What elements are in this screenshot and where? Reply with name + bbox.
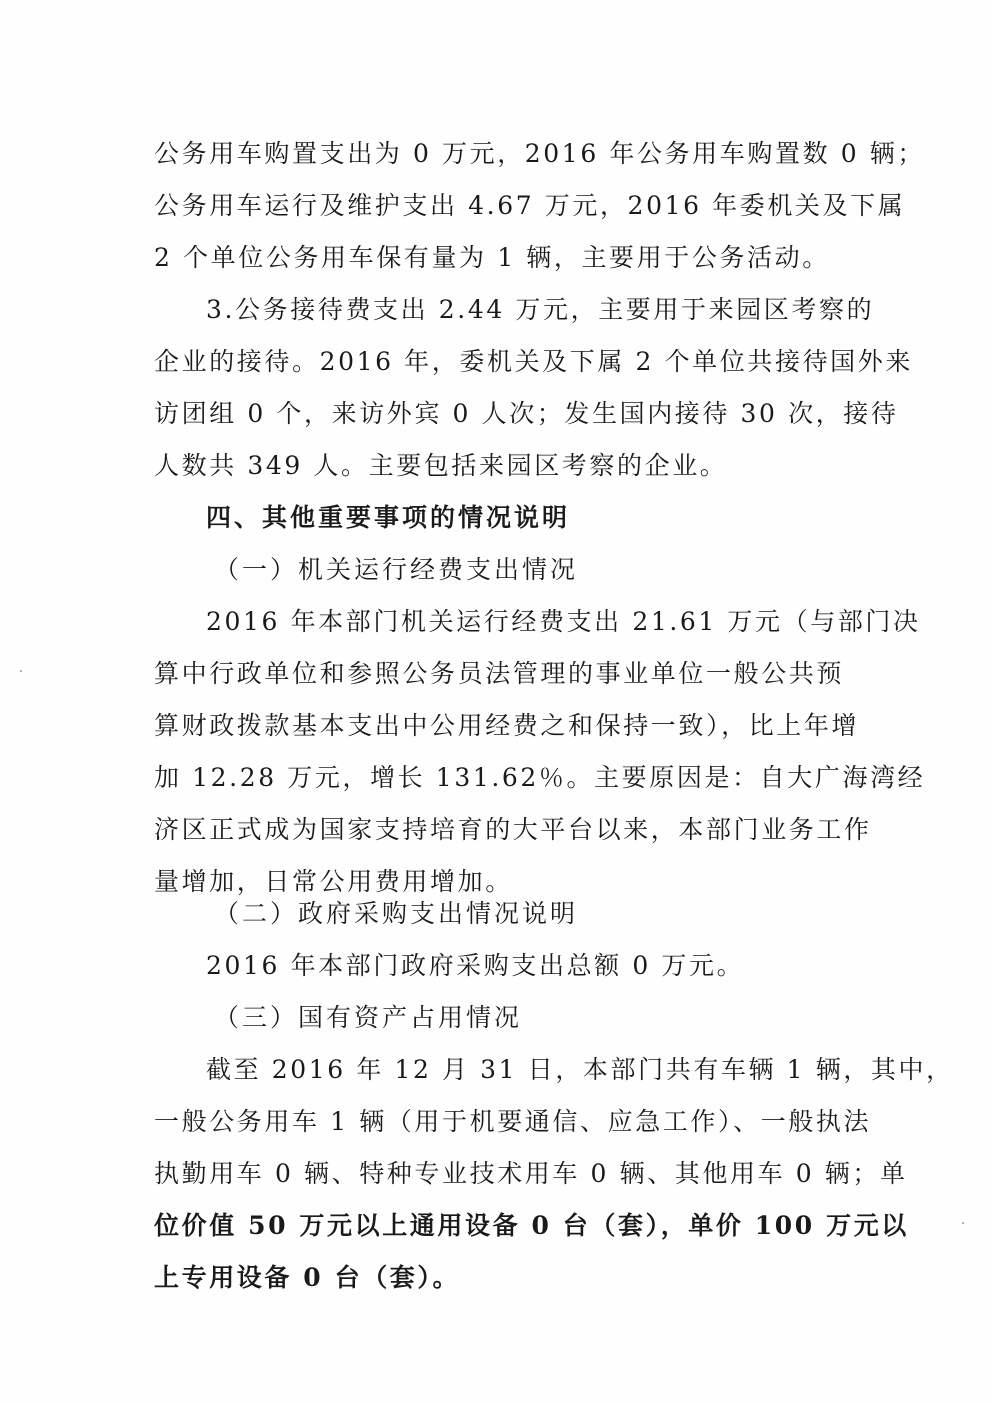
paragraph-line: 算中行政单位和参照公务员法管理的事业单位一般公共预	[154, 659, 845, 688]
paragraph-line: 访团组 0 个，来访外宾 0 人次；发生国内接待 30 次，接待	[154, 399, 899, 428]
subsection-heading: （二）政府采购支出情况说明	[214, 899, 579, 928]
paragraph-line: 企业的接待。2016 年，委机关及下属 2 个单位共接待国外来	[154, 347, 913, 376]
paragraph-line: 执勤用车 0 辆、特种专业技术用车 0 辆、其他用车 0 辆；单	[154, 1159, 908, 1188]
paragraph-line: 截至 2016 年 12 月 31 日，本部门共有车辆 1 辆，其中，	[206, 1055, 954, 1084]
paragraph-line: 算财政拨款基本支出中公用经费之和保持一致），比上年增	[154, 711, 860, 740]
scan-speck	[20, 670, 22, 672]
paragraph-line: 加 12.28 万元，增长 131.62％。主要原因是：自大广海湾经	[154, 763, 926, 792]
paragraph-line: 量增加，日常公用费用增加。	[154, 867, 513, 896]
scan-speck	[962, 1222, 964, 1224]
section-heading: 四、其他重要事项的情况说明	[206, 503, 571, 532]
paragraph-line: 济区正式成为国家支持培育的大平台以来，本部门业务工作	[154, 815, 872, 844]
paragraph-line: 2 个单位公务用车保有量为 1 辆，主要用于公务活动。	[154, 243, 830, 272]
paragraph-line: 位价值 50 万元以上通用设备 0 台（套），单价 100 万元以	[154, 1211, 909, 1240]
paragraph-line: 2016 年本部门机关运行经费支出 21.61 万元（与部门决	[206, 607, 921, 636]
paragraph-line: 公务用车运行及维护支出 4.67 万元，2016 年委机关及下属	[154, 191, 906, 220]
subsection-heading: （三）国有资产占用情况	[214, 1003, 523, 1032]
paragraph-line: 人数共 349 人。主要包括来园区考察的企业。	[154, 451, 728, 480]
paragraph-line: 一般公务用车 1 辆（用于机要通信、应急工作）、一般执法	[154, 1107, 872, 1136]
paragraph-line: 3.公务接待费支出 2.44 万元，主要用于来园区考察的	[206, 295, 875, 324]
paragraph-line: 上专用设备 0 台（套）。	[154, 1263, 461, 1292]
paragraph-line: 2016 年本部门政府采购支出总额 0 万元。	[206, 951, 745, 980]
subsection-heading: （一）机关运行经费支出情况	[214, 555, 579, 584]
paragraph-line: 公务用车购置支出为 0 万元，2016 年公务用车购置数 0 辆；	[154, 139, 925, 168]
